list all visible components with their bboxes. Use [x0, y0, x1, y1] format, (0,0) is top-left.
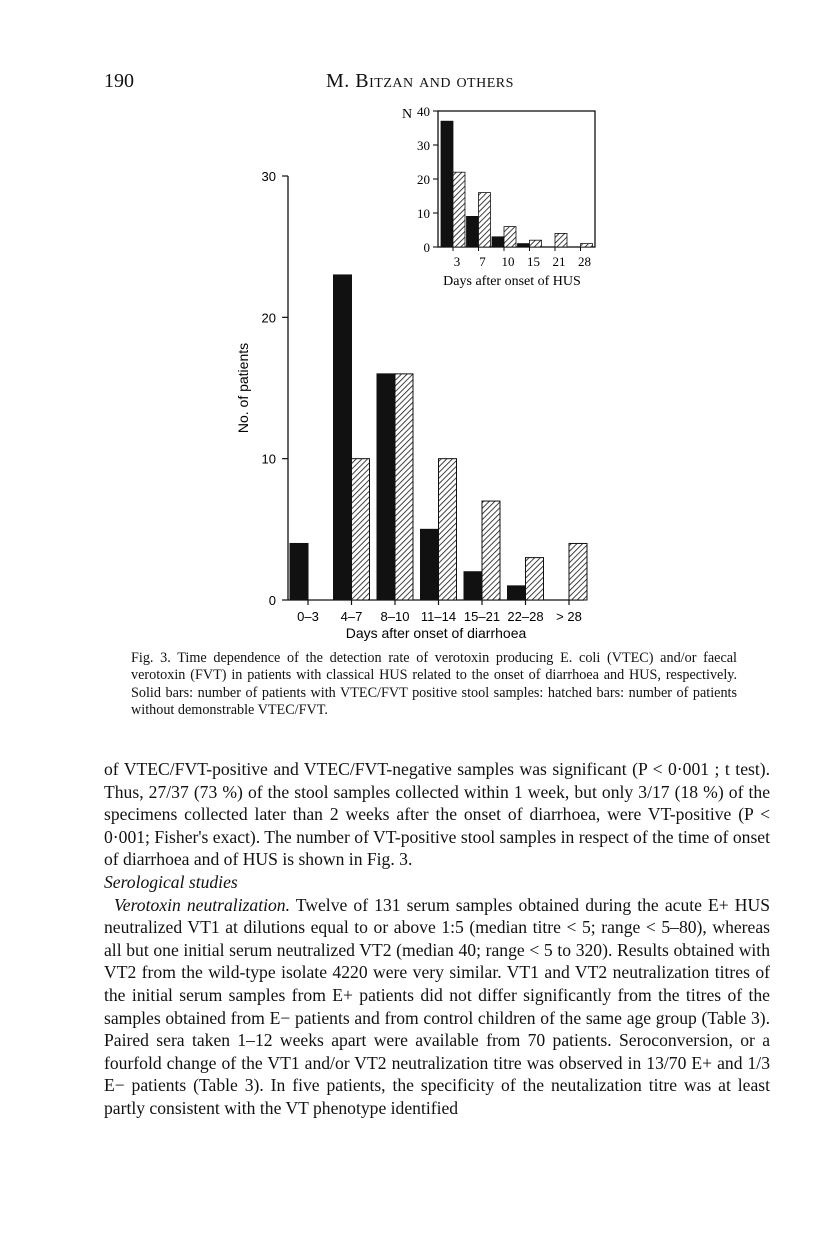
body-text: [104, 758, 770, 1120]
main-y-label: No. of patients: [235, 342, 251, 434]
inset-y-tick-label: 0: [423, 240, 430, 255]
main-y-tick-label: 0: [268, 593, 276, 608]
inset-chart: [402, 104, 595, 289]
inset-y-label: N: [402, 107, 413, 122]
main-bar-solid: [464, 572, 482, 600]
main-bar-hatched: [482, 501, 500, 600]
main-bar-hatched: [439, 459, 457, 600]
main-bar-hatched: [352, 459, 370, 600]
inset-bar-hatched: [479, 193, 491, 247]
main-bar-hatched: [526, 558, 544, 600]
inset-x-tick-label: 7: [479, 254, 486, 269]
inset-bar-hatched: [504, 227, 516, 247]
paragraph-2: [104, 894, 770, 1120]
inset-bar-hatched: [555, 233, 567, 247]
main-bar-solid: [290, 543, 308, 600]
inset-x-tick-label: 3: [453, 254, 461, 269]
main-bar-solid: [377, 374, 395, 600]
figure-caption: Fig. 3. Time dependence of the detection rate of verotoxin producing E. coli (VTEC) and/or faecal verotoxin (FVT) in patients with classical HUS related to the onset of diarrhoea and HUS, respectively. Solid bars: number of patients with VTEC/FVT positive stool samples: hatched bars: number of patients without demonstrable VTEC/FVT.: [131, 650, 737, 718]
main-bar-solid: [508, 586, 526, 600]
inset-x-tick-label: 10: [501, 254, 515, 269]
main-bar-solid: [334, 275, 352, 600]
main-x-tick-label: 8–10: [380, 609, 410, 624]
inset-bar-solid: [441, 121, 453, 247]
main-x-tick-label: 15–21: [463, 609, 501, 624]
inset-x-tick-label: 21: [552, 254, 566, 269]
page-number: 190: [104, 70, 134, 92]
main-x-tick-label: 4–7: [340, 609, 363, 624]
inset-x-label: Days after onset of HUS: [443, 274, 581, 289]
main-y-tick-label: 10: [261, 451, 276, 467]
section-title: Serological studies: [104, 871, 238, 892]
inset-x-tick-label: 15: [527, 254, 540, 269]
inset-x-tick-label: 28: [578, 254, 591, 269]
paragraph-2-text: Twelve of 131 serum samples obtained during the acute E+ HUS neutralized VT1 at dilutions equal to or above 1:5 (median titre < 5; range < 5–80), whereas all but one initial serum neutralized VT2 (median 40; range < 5 to 320). Results obtained with VT2 from the wild-type isolate 4220 were very similar. VT1 and VT2 neutralization titres of the initial serum samples from E+ patients did not differ significantly from the titres of the samples obtained from E− patients and from control children of the same age group (Table 3). Paired sera taken 1–12 weeks apart were available from 70 patients. Seroconversion, or a fourfold change of the VT1 and/or VT2 neutralization titre was observed in 13/70 E+ and 1/3 E− patients (Table 3). In five patients, the specificity of the neutalization titre was at least partly consistent with the VT phenotype identified: [104, 894, 770, 1118]
running-head: M. Bitzan and others: [326, 70, 514, 92]
inset-y-tick-label: 10: [417, 206, 430, 221]
inset-bar-hatched: [453, 172, 465, 247]
main-x-tick-label: > 28: [556, 609, 582, 624]
main-bar-solid: [421, 529, 439, 600]
main-y-tick-label: 20: [261, 310, 276, 326]
main-bar-hatched: [395, 374, 413, 600]
paragraph-1: of VTEC/FVT-positive and VTEC/FVT-negative samples was significant (P < 0·001 ; t test). Thus, 27/37 (73 %) of the stool samples collected within 1 week, but only 3/17 (18 %) of the specimens collected later than 2 weeks after the onset of diarrhoea, were VT-positive (P < 0·001; Fisher's exact). The number of VT-positive stool samples in respect of the time of onset of diarrhoea and of HUS is shown in Fig. 3.: [104, 759, 770, 870]
inset-bar-solid: [518, 244, 530, 247]
main-x-tick-label: 22–28: [507, 609, 544, 624]
inset-y-tick-label: 30: [417, 138, 430, 153]
inset-bar-solid: [492, 237, 504, 247]
inset-y-tick-label: 40: [417, 104, 430, 119]
run-in-heading: Verotoxin neutralization.: [114, 894, 290, 915]
main-x-tick-label: 11–14: [420, 609, 457, 624]
inset-bar-hatched: [581, 244, 593, 247]
main-y-tick-label: 30: [261, 169, 276, 184]
inset-y-tick-label: 20: [417, 172, 430, 187]
inset-bar-solid: [467, 216, 479, 247]
main-x-label: Days after onset of diarrhoea: [345, 625, 527, 641]
main-x-tick-label: 0–3: [297, 609, 319, 624]
main-bar-hatched: [569, 543, 587, 600]
inset-bar-hatched: [530, 240, 542, 247]
